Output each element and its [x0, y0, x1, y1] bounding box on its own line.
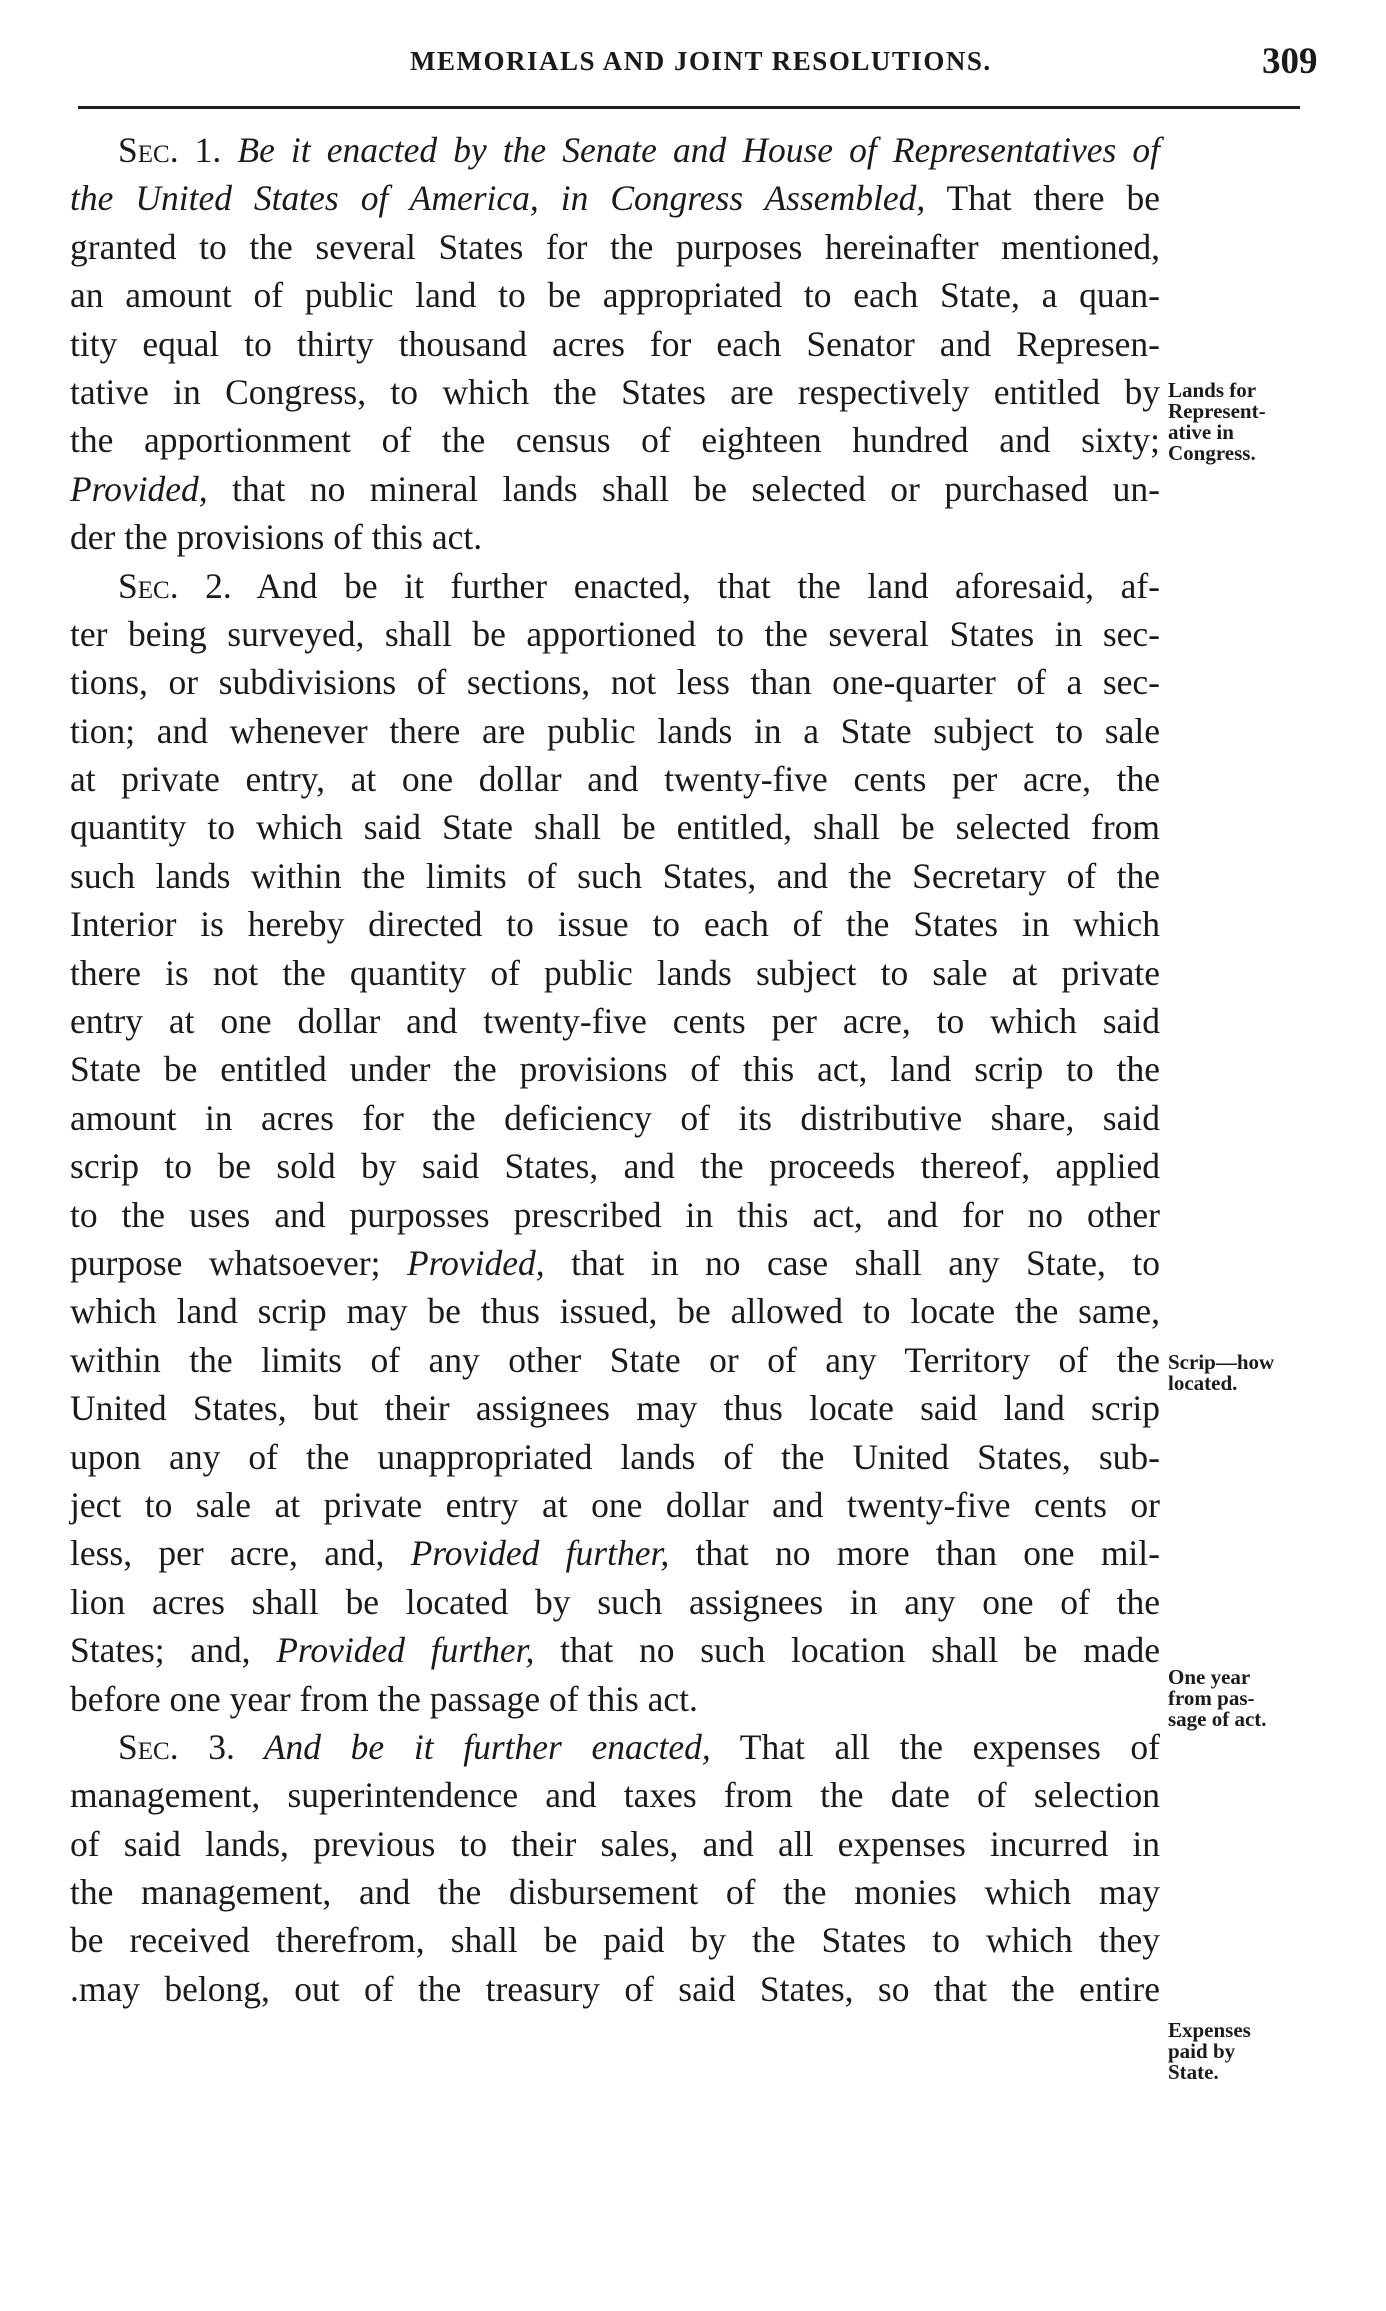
margin-note-line: located. — [1168, 1371, 1238, 1395]
text-span: that no more than one mil- — [669, 1533, 1160, 1574]
text-span: that no mineral lands shall be selected or purchased un- — [207, 468, 1160, 509]
margin-note-line: Expenses — [1168, 2018, 1251, 2042]
body-text — [70, 126, 1160, 2013]
text-span: that no such location shall be made — [534, 1630, 1160, 1671]
text-line: .may belong, out of the treasury of said States, so that the entire — [70, 1968, 1160, 2009]
text-line — [70, 126, 1160, 174]
text-span: And be it further enacted, that the land aforesaid, af- — [231, 565, 1160, 606]
text-line: United States, but their assignees may thus locate said land scrip — [70, 1388, 1160, 1429]
text-line — [70, 562, 1160, 610]
text-span: That all the expenses of — [710, 1726, 1160, 1767]
text-line — [70, 1239, 1160, 1287]
text-span: the United States of America, in Congress Assembled, — [70, 178, 926, 219]
text-line: at private entry, at one dollar and twenty-five cents per acre, the — [70, 759, 1160, 800]
text-span: Provided, — [70, 468, 208, 509]
section-label: Sec. 3. — [118, 1726, 235, 1767]
margin-note-line: State. — [1168, 2060, 1219, 2084]
text-line: of said lands, previous to their sales, and all expenses incurred in — [70, 1823, 1160, 1864]
text-line: be received therefrom, shall be paid by the States to which they — [70, 1920, 1160, 1961]
text-span: Provided further, — [276, 1630, 535, 1671]
margin-note-line: paid by — [1168, 2039, 1236, 2063]
text-line: der the provisions of this act. — [70, 517, 483, 558]
text-span: less, per acre, and, — [70, 1533, 411, 1574]
text-span: That there be — [925, 178, 1160, 219]
text-line: such lands within the limits of such States, and the Secretary of the — [70, 855, 1160, 896]
margin-note-lands — [1168, 380, 1266, 464]
text-line: which land scrip may be thus issued, be allowed to locate the same, — [70, 1291, 1160, 1332]
margin-note-line: One year — [1168, 1665, 1251, 1689]
margin-note-line: sage of act. — [1168, 1707, 1267, 1731]
text-line: tative in Congress, to which the States are respectively entitled by — [70, 371, 1160, 412]
text-line: tions, or subdivisions of sections, not less than one-quarter of a sec- — [70, 662, 1160, 703]
text-line: ter being surveyed, shall be apportioned to the several States in sec- — [70, 613, 1160, 654]
text-line: tity equal to thirty thousand acres for each Senator and Represen- — [70, 323, 1160, 364]
text-span: Be it enacted by the Senate and House of Representatives of — [237, 130, 1160, 170]
text-line: the management, and the disbursement of the monies which may — [70, 1872, 1160, 1913]
text-span: States; and, — [70, 1630, 277, 1671]
margin-note-line: Congress. — [1168, 441, 1256, 465]
margin-note-line: Represent- — [1168, 399, 1266, 423]
header-rule — [78, 106, 1300, 109]
text-line: quantity to which said State shall be entitled, shall be selected from — [70, 807, 1160, 848]
text-line: the apportionment of the census of eighteen hundred and sixty; — [70, 420, 1160, 461]
text-span: Provided, — [406, 1242, 545, 1283]
text-line: Interior is hereby directed to issue to each of the States in which — [70, 904, 1160, 945]
margin-note-line: Scrip—how — [1168, 1350, 1275, 1374]
text-span: that in no case shall any State, to — [544, 1242, 1160, 1283]
text-line — [70, 1529, 1160, 1577]
text-span: And be it further enacted, — [234, 1726, 711, 1767]
text-line: tion; and whenever there are public lands in a State subject to sale — [70, 710, 1160, 751]
margin-note-line: Lands for — [1168, 378, 1257, 402]
running-head: MEMORIALS AND JOINT RESOLUTIONS. — [410, 46, 992, 76]
text-line: upon any of the unappropriated lands of the United States, sub- — [70, 1436, 1160, 1477]
text-line: within the limits of any other State or of any Territory of the — [70, 1339, 1160, 1380]
text-line: ject to sale at private entry at one dollar and twenty-five cents or — [70, 1484, 1160, 1525]
margin-note-expenses — [1168, 2020, 1251, 2083]
text-line — [70, 174, 1160, 222]
text-line: there is not the quantity of public lands subject to sale at private — [70, 952, 1160, 993]
text-line — [70, 1723, 1160, 1771]
page-header — [0, 40, 1386, 80]
section-label: Sec. 2. — [118, 565, 232, 606]
text-line: before one year from the passage of this act. — [70, 1678, 698, 1719]
section-label: Sec. 1. — [118, 130, 222, 170]
text-line: an amount of public land to be appropriated to each State, a quan- — [70, 275, 1160, 316]
text-line: management, superintendence and taxes from the date of selection — [70, 1775, 1160, 1816]
margin-note-scrip — [1168, 1352, 1274, 1394]
text-span: Provided further, — [410, 1533, 670, 1574]
text-line — [70, 465, 1160, 513]
text-line: scrip to be sold by said States, and the proceeds thereof, applied — [70, 1146, 1160, 1187]
text-span: purpose whatsoever; — [70, 1242, 407, 1283]
text-line — [70, 1626, 1160, 1674]
page-number: 309 — [1262, 41, 1318, 82]
text-line: lion acres shall be located by such assignees in any one of the — [70, 1581, 1160, 1622]
margin-note-line: ative in — [1168, 420, 1234, 444]
margin-note-line: from pas- — [1168, 1686, 1255, 1710]
text-line: granted to the several States for the purposes hereinafter mentioned, — [70, 226, 1160, 267]
text-line: State be entitled under the provisions of this act, land scrip to the — [70, 1049, 1160, 1090]
text-line: amount in acres for the deficiency of its distributive share, said — [70, 1097, 1160, 1138]
text-line: entry at one dollar and twenty-five cents per acre, to which said — [70, 1001, 1160, 1042]
margin-note-one-year — [1168, 1667, 1267, 1730]
text-line: to the uses and purposses prescribed in this act, and for no other — [70, 1194, 1160, 1235]
